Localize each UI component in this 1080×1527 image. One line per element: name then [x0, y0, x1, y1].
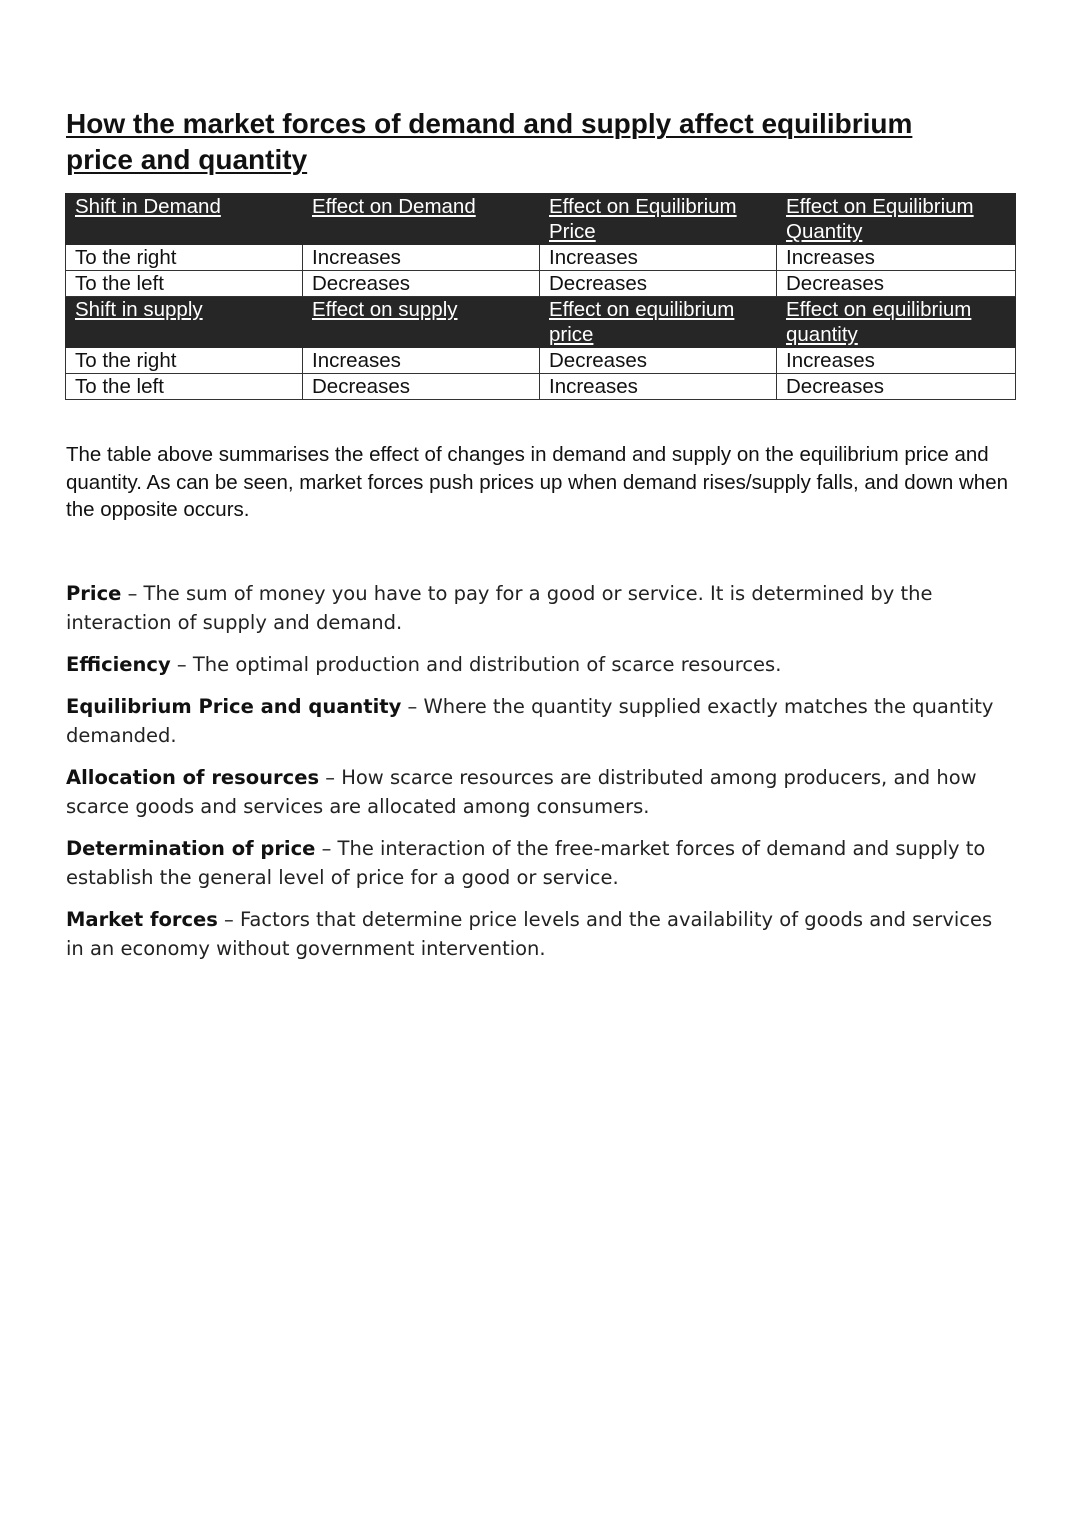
table-header-cell: Effect on Demand — [303, 194, 540, 245]
table-header-cell: Effect on Equilibrium Price — [540, 194, 777, 245]
table-cell: Increases — [540, 374, 777, 400]
table-cell: Decreases — [540, 271, 777, 297]
supply-header-row — [66, 297, 1016, 348]
table-cell: Decreases — [303, 271, 540, 297]
table-row — [66, 348, 1016, 374]
table-header-cell: Effect on Equilibrium Quantity — [777, 194, 1016, 245]
definition-term: Efficiency — [66, 653, 171, 676]
definition-text: – The interaction of the free-market forces of demand and supply to establish the general level of price for a good or service. — [66, 837, 986, 889]
page-title: How the market forces of demand and supply affect equilibrium price and quantity — [66, 108, 913, 175]
definition-market-forces — [66, 905, 1016, 963]
table-row — [66, 374, 1016, 400]
demand-header-row — [66, 194, 1016, 245]
table-row — [66, 271, 1016, 297]
definition-term: Price — [66, 582, 122, 605]
definition-price — [66, 579, 1016, 637]
table-header-cell: Effect on supply — [303, 297, 540, 348]
definition-text: – How scarce resources are distributed among producers, and how scarce goods and services are allocated among consumers. — [66, 766, 977, 818]
table-cell: To the right — [66, 245, 303, 271]
definition-determination — [66, 834, 1016, 892]
table-header-cell: Shift in supply — [66, 297, 303, 348]
definition-allocation — [66, 763, 1016, 821]
table-header-cell: Shift in Demand — [66, 194, 303, 245]
definition-text: – The sum of money you have to pay for a good or service. It is determined by the interaction of supply and demand. — [66, 582, 933, 634]
table-cell: Decreases — [303, 374, 540, 400]
summary-paragraph: The table above summarises the effect of changes in demand and supply on the equilibrium price and quantity. As can be seen, market forces push prices up when demand rises/supply falls, and down when the opposite occurs. — [66, 443, 1009, 521]
definition-term: Determination of price — [66, 837, 316, 860]
definition-efficiency — [66, 650, 1016, 679]
table-cell: Increases — [303, 348, 540, 374]
table-cell: Decreases — [777, 271, 1016, 297]
definition-term: Market forces — [66, 908, 218, 931]
table-cell: Increases — [540, 245, 777, 271]
table-header-cell: Effect on equilibrium quantity — [777, 297, 1016, 348]
demand-supply-effects-table — [65, 193, 1016, 400]
definition-equilibrium — [66, 692, 1016, 750]
definition-text: – Factors that determine price levels and the availability of goods and services in an economy without government intervention. — [66, 908, 993, 960]
table-cell: Increases — [777, 245, 1016, 271]
table-cell: To the left — [66, 374, 303, 400]
definition-text: – Where the quantity supplied exactly matches the quantity demanded. — [66, 695, 994, 747]
definitions-list — [66, 579, 1016, 976]
table-cell: Decreases — [540, 348, 777, 374]
table-cell: Increases — [303, 245, 540, 271]
table-cell: Increases — [777, 348, 1016, 374]
table-cell: Decreases — [777, 374, 1016, 400]
table-row — [66, 245, 1016, 271]
table-header-cell: Effect on equilibrium price — [540, 297, 777, 348]
table-cell: To the right — [66, 348, 303, 374]
definition-term: Allocation of resources — [66, 766, 320, 789]
definition-text: – The optimal production and distribution of scarce resources. — [170, 653, 782, 676]
table-cell: To the left — [66, 271, 303, 297]
definition-term: Equilibrium Price and quantity — [66, 695, 402, 718]
